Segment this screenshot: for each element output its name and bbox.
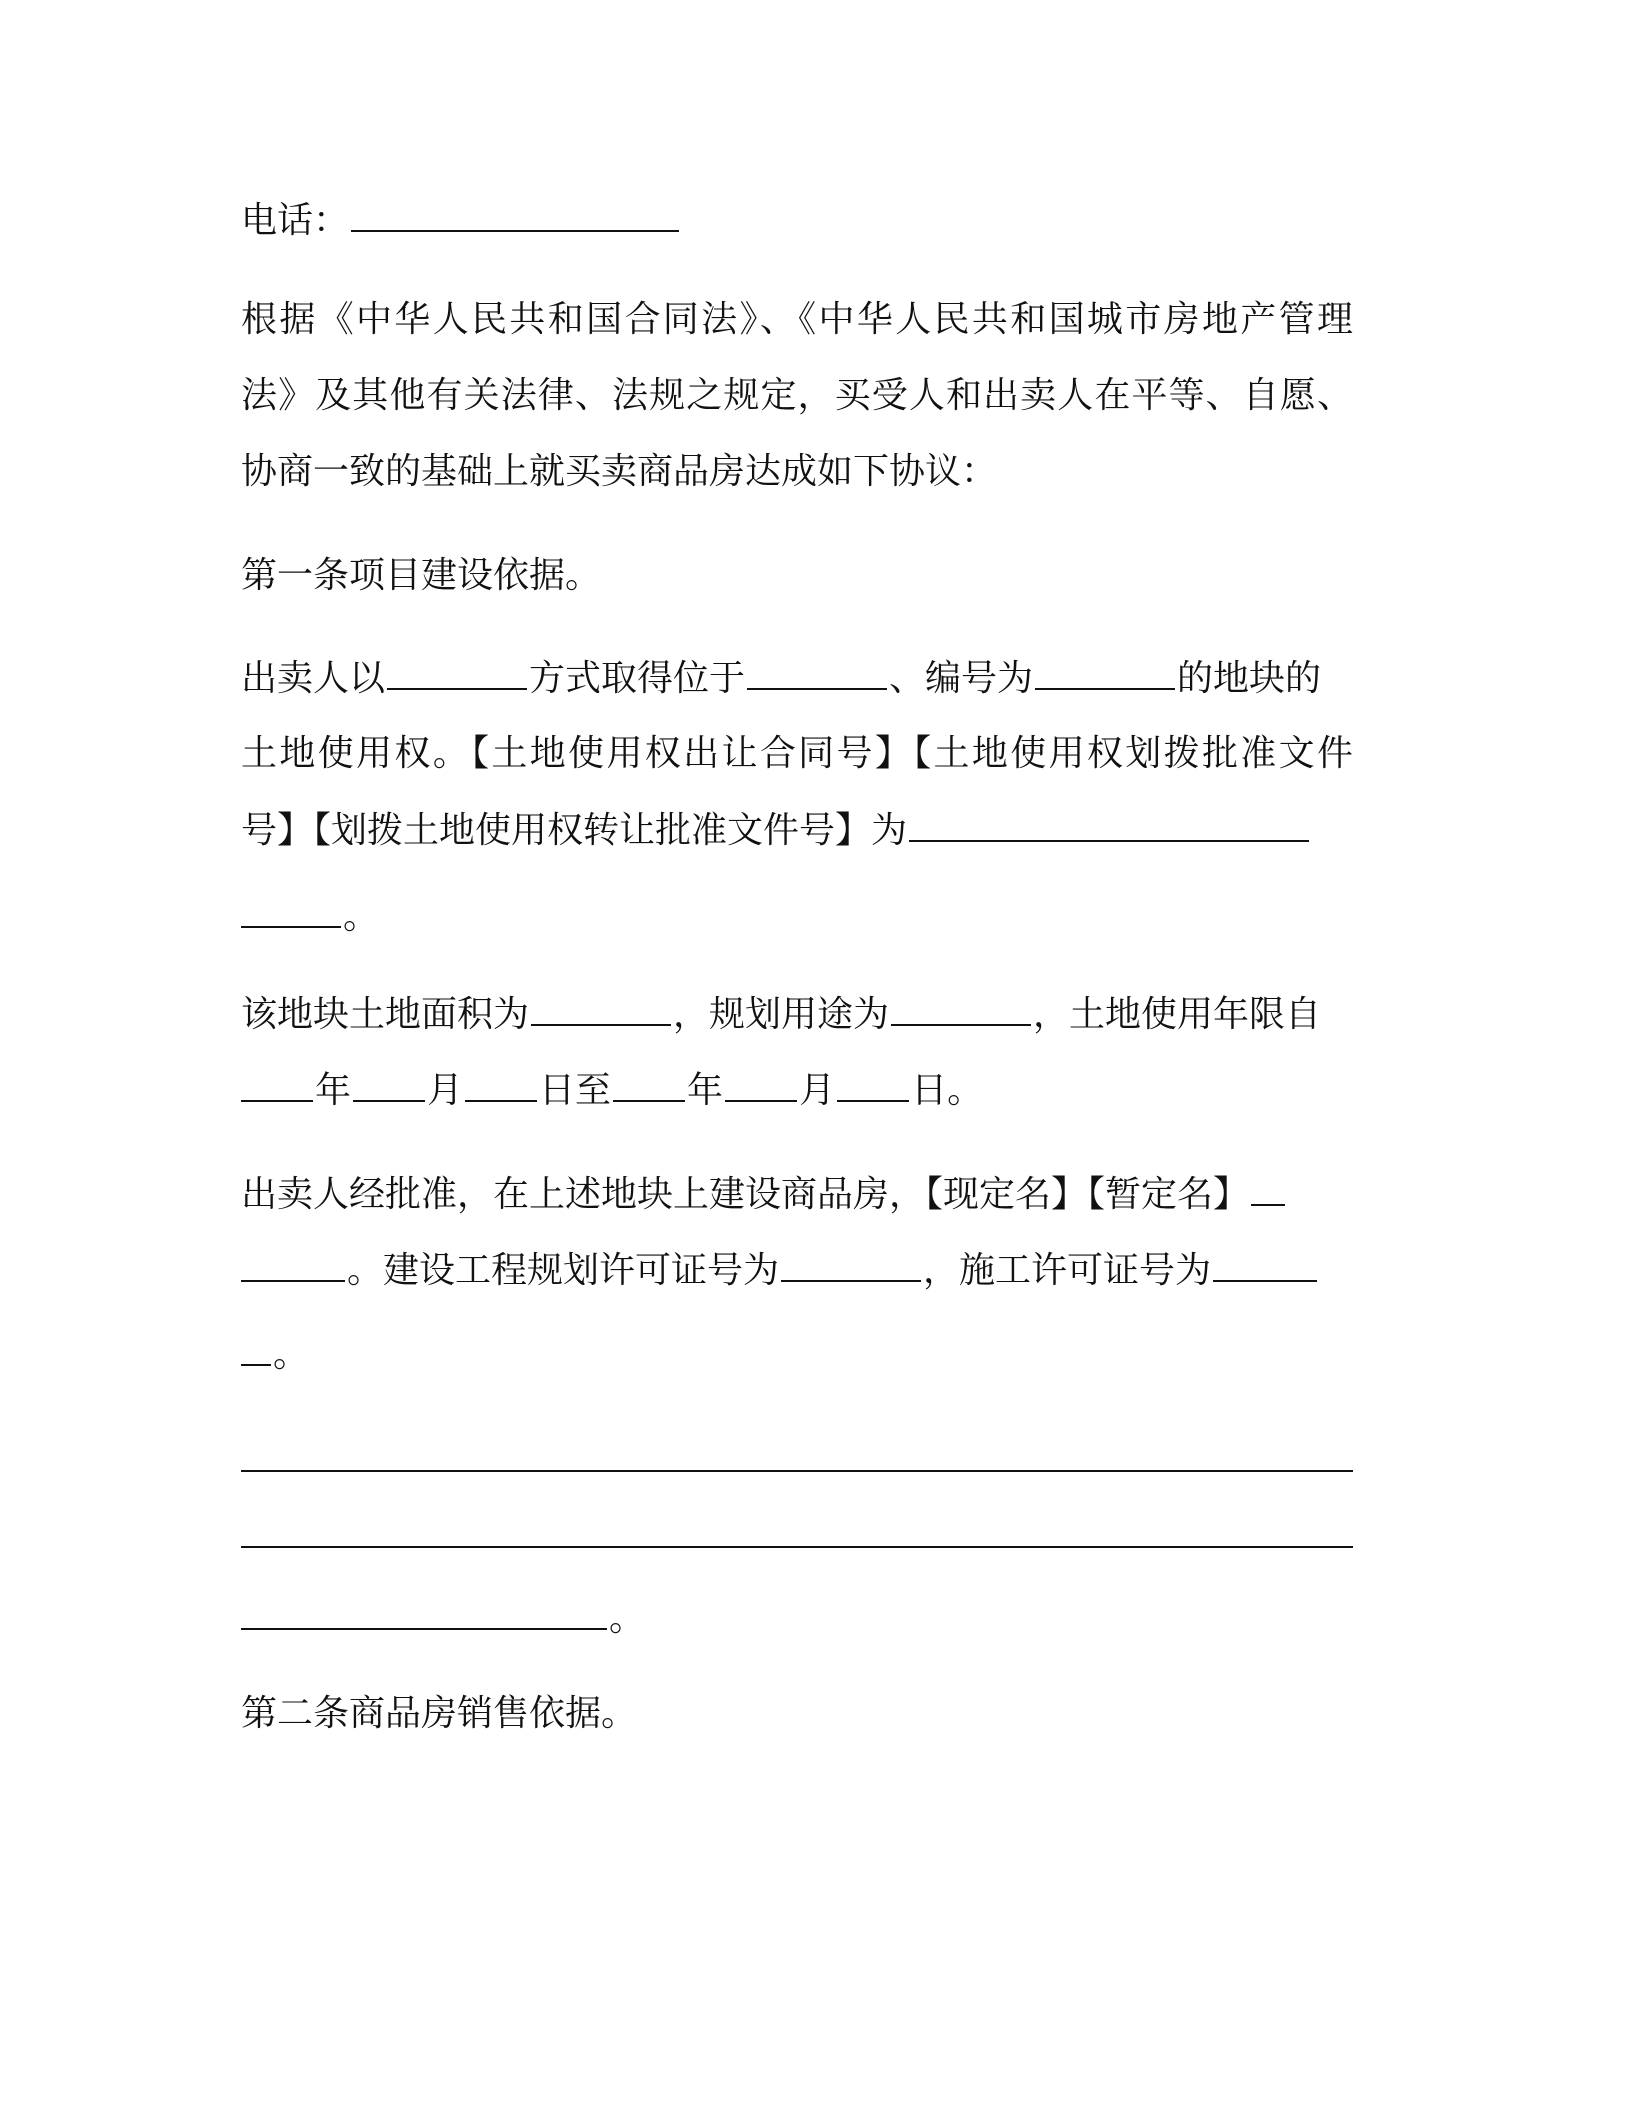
text-segment: 。 xyxy=(273,1334,310,1375)
article1-p3-line-1 xyxy=(241,1170,1353,1218)
start-day-blank[interactable] xyxy=(465,1066,537,1102)
article1-p1-line-4 xyxy=(241,892,1353,940)
text-segment: 月 xyxy=(427,1070,464,1111)
text-segment: 。建设工程规划许可证号为 xyxy=(347,1250,780,1291)
text-segment: 。 xyxy=(609,1598,646,1639)
text-segment: ，施工许可证号为 xyxy=(923,1250,1212,1291)
phone-blank[interactable] xyxy=(351,196,679,232)
text-segment: 年 xyxy=(315,1070,352,1111)
phone-line xyxy=(241,196,1353,244)
article1-p1-line-2: 土地使用权。【土地使用权出让合同号】【土地使用权划拨批准文件 xyxy=(241,733,1353,774)
acquisition-method-blank[interactable] xyxy=(387,654,527,690)
text-segment: 出卖人经批准，在上述地块上建设商品房，【现定名】【暂定名】 xyxy=(241,1174,1250,1215)
text-segment: 月 xyxy=(799,1070,836,1111)
intro-line-2: 法》及其他有关法律、法规之规定，买受人和出卖人在平等、自愿、 xyxy=(241,375,1353,416)
text-segment: 方式取得位于 xyxy=(529,658,746,699)
phone-label: 电话： xyxy=(241,200,350,241)
text-segment: ，土地使用年限自 xyxy=(1033,994,1322,1035)
text-segment: 年 xyxy=(687,1070,724,1111)
location-blank[interactable] xyxy=(747,654,887,690)
article1-p1-line-1 xyxy=(241,654,1353,702)
text-segment: 号】【划拨土地使用权转让批准文件号】为 xyxy=(241,810,908,851)
blank-rule-2[interactable] xyxy=(241,1546,1353,1548)
start-year-blank[interactable] xyxy=(241,1066,313,1102)
text-segment: ，规划用途为 xyxy=(673,994,890,1035)
text-segment: 日。 xyxy=(911,1070,984,1111)
end-year-blank[interactable] xyxy=(613,1066,685,1102)
blank-rule-1[interactable] xyxy=(241,1470,1353,1472)
document-number-blank[interactable] xyxy=(909,806,1309,842)
project-name-blank[interactable] xyxy=(1251,1170,1285,1206)
article1-p3-line-3 xyxy=(241,1330,1353,1378)
blank-rule-3[interactable] xyxy=(241,1594,607,1630)
article1-heading: 第一条项目建设依据。 xyxy=(241,555,602,596)
end-day-blank[interactable] xyxy=(837,1066,909,1102)
article1-p4-line-3 xyxy=(241,1594,1353,1642)
article2-heading: 第二条商品房销售依据。 xyxy=(241,1693,638,1734)
project-name-blank-cont[interactable] xyxy=(241,1246,345,1282)
article1-p3-line-2 xyxy=(241,1246,1353,1294)
text-segment: 日至 xyxy=(539,1070,612,1111)
intro-line-3: 协商一致的基础上就买卖商品房达成如下协议： xyxy=(241,451,998,492)
planning-permit-blank[interactable] xyxy=(781,1246,921,1282)
article1-p1-line-3 xyxy=(241,806,1353,854)
text-segment: 、编号为 xyxy=(889,658,1034,699)
text-segment: 的地块的 xyxy=(1177,658,1322,699)
start-month-blank[interactable] xyxy=(353,1066,425,1102)
article1-p2-line-1 xyxy=(241,990,1353,1038)
document-number-blank-cont[interactable] xyxy=(241,892,341,928)
article1-p2-line-2 xyxy=(241,1066,1353,1114)
planned-use-blank[interactable] xyxy=(891,990,1031,1026)
text-segment: 。 xyxy=(343,896,380,937)
parcel-number-blank[interactable] xyxy=(1035,654,1175,690)
intro-line-1: 根据《中华人民共和国合同法》、《中华人民共和国城市房地产管理 xyxy=(241,299,1353,340)
text-segment: 该地块土地面积为 xyxy=(241,994,530,1035)
end-month-blank[interactable] xyxy=(725,1066,797,1102)
construction-permit-blank-cont[interactable] xyxy=(241,1330,271,1366)
construction-permit-blank[interactable] xyxy=(1213,1246,1317,1282)
text-segment: 出卖人以 xyxy=(241,658,386,699)
land-area-blank[interactable] xyxy=(531,990,671,1026)
